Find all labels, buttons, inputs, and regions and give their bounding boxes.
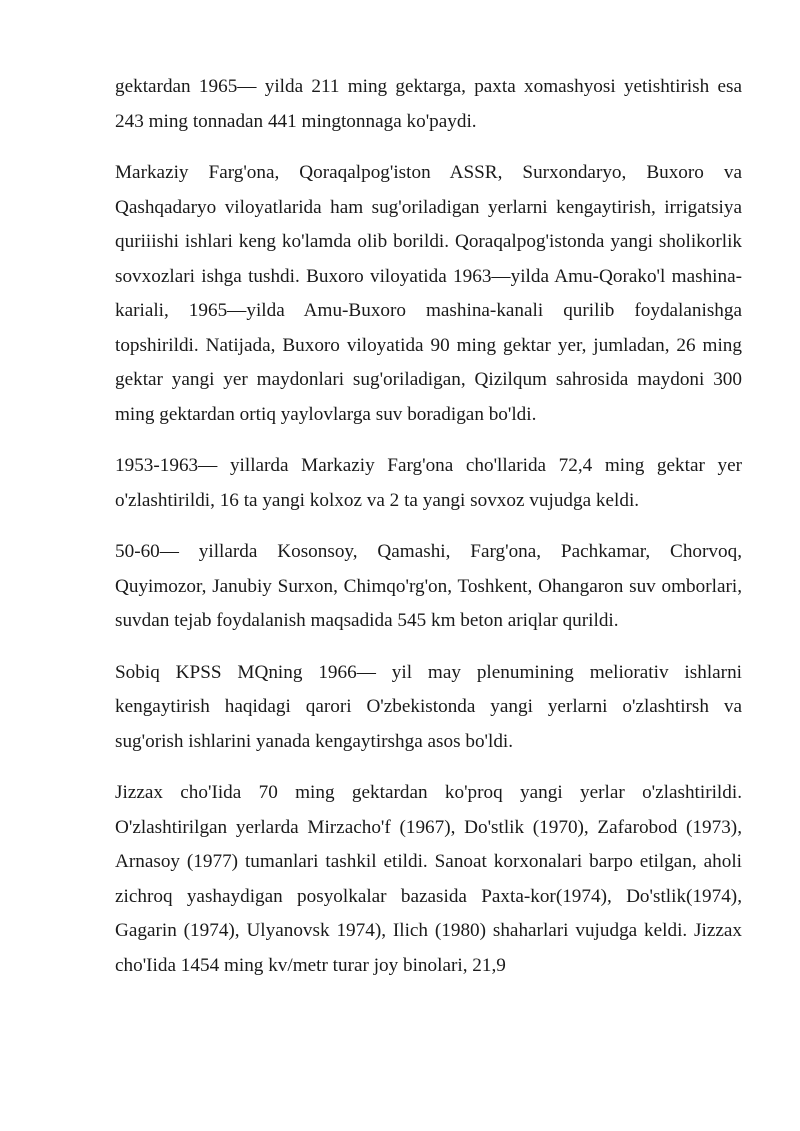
paragraph-6: Jizzax cho'Iida 70 ming gektardan ko'proq yangi yerlar o'zlashtirildi. O'zlashtirilgan yerlarda Mirzacho'f (1967), Do'stlik (1970), Zafarobod (1973), Arnasoy (1977) tumanlari tashkil etildi. Sanoat korxonalari barpo etilgan, aholi zichroq yashaydigan posyolkalar bazasida Paxta-kor(1974), Do'stlik(1974), Gagarin (1974), Ulyanovsk 1974), Ilich (1980) shaharlari vujudga keldi. Jizzax cho'Iida 1454 ming kv/metr turar joy binolari, 21,9	[115, 782, 742, 976]
paragraph-5: Sobiq KPSS MQning 1966— yil may plenumining meliorativ ishlarni kengaytirish haqidagi qarori O'zbekistonda yangi yerlarni o'zlashtirsh va sug'orish ishlarini yanada kengaytirshga asos bo'ldi.	[115, 661, 742, 752]
paragraph-4: 50-60— yillarda Kosonsoy, Qamashi, Farg'ona, Pachkamar, Chorvoq, Quyimozor, Janubiy Surxon, Chimqo'rg'on, Toshkent, Ohangaron suv omborlari, suvdan tejab foydalanish maqsadida 545 km beton ariqlar qurildi.	[115, 541, 742, 631]
paragraph-1: gektardan 1965— yilda 211 ming gektarga, paxta xomashyosi yetishtirish esa 243 ming tonnadan 441 mingtonnaga ko'paydi.	[115, 76, 742, 132]
document-page	[115, 70, 742, 1000]
paragraph-3: 1953-1963— yillarda Markaziy Farg'ona cho'llarida 72,4 ming gektar yer o'zlashtirildi, 16 ta yangi kolxoz va 2 ta yangi sovxoz vujudga keldi.	[115, 455, 742, 511]
paragraph-2: Markaziy Farg'ona, Qoraqalpog'iston ASSR, Surxondaryo, Buxoro va Qashqadaryo viloyatlarida ham sug'oriladigan yerlarni kengaytirish, irrigatsiya quriiishi ishlari keng ko'lamda olib borildi. Qoraqalpog'istonda yangi sholikorlik sovxozlari ishga tushdi. Buxoro viloyatida 1963—yilda Amu-Qorako'l mashina-kariali, 1965—yilda Amu-Buxoro mashina-kanali qurilib foydalanishga topshirildi. Natijada, Buxoro viloyatida 90 ming gektar yer, jumladan, 26 ming gektar yangi yer maydonlari sug'oriladigan, Qizilqum sahrosida maydoni 300 ming gektardan ortiq yaylovlarga suv boradigan bo'ldi.	[115, 162, 742, 425]
